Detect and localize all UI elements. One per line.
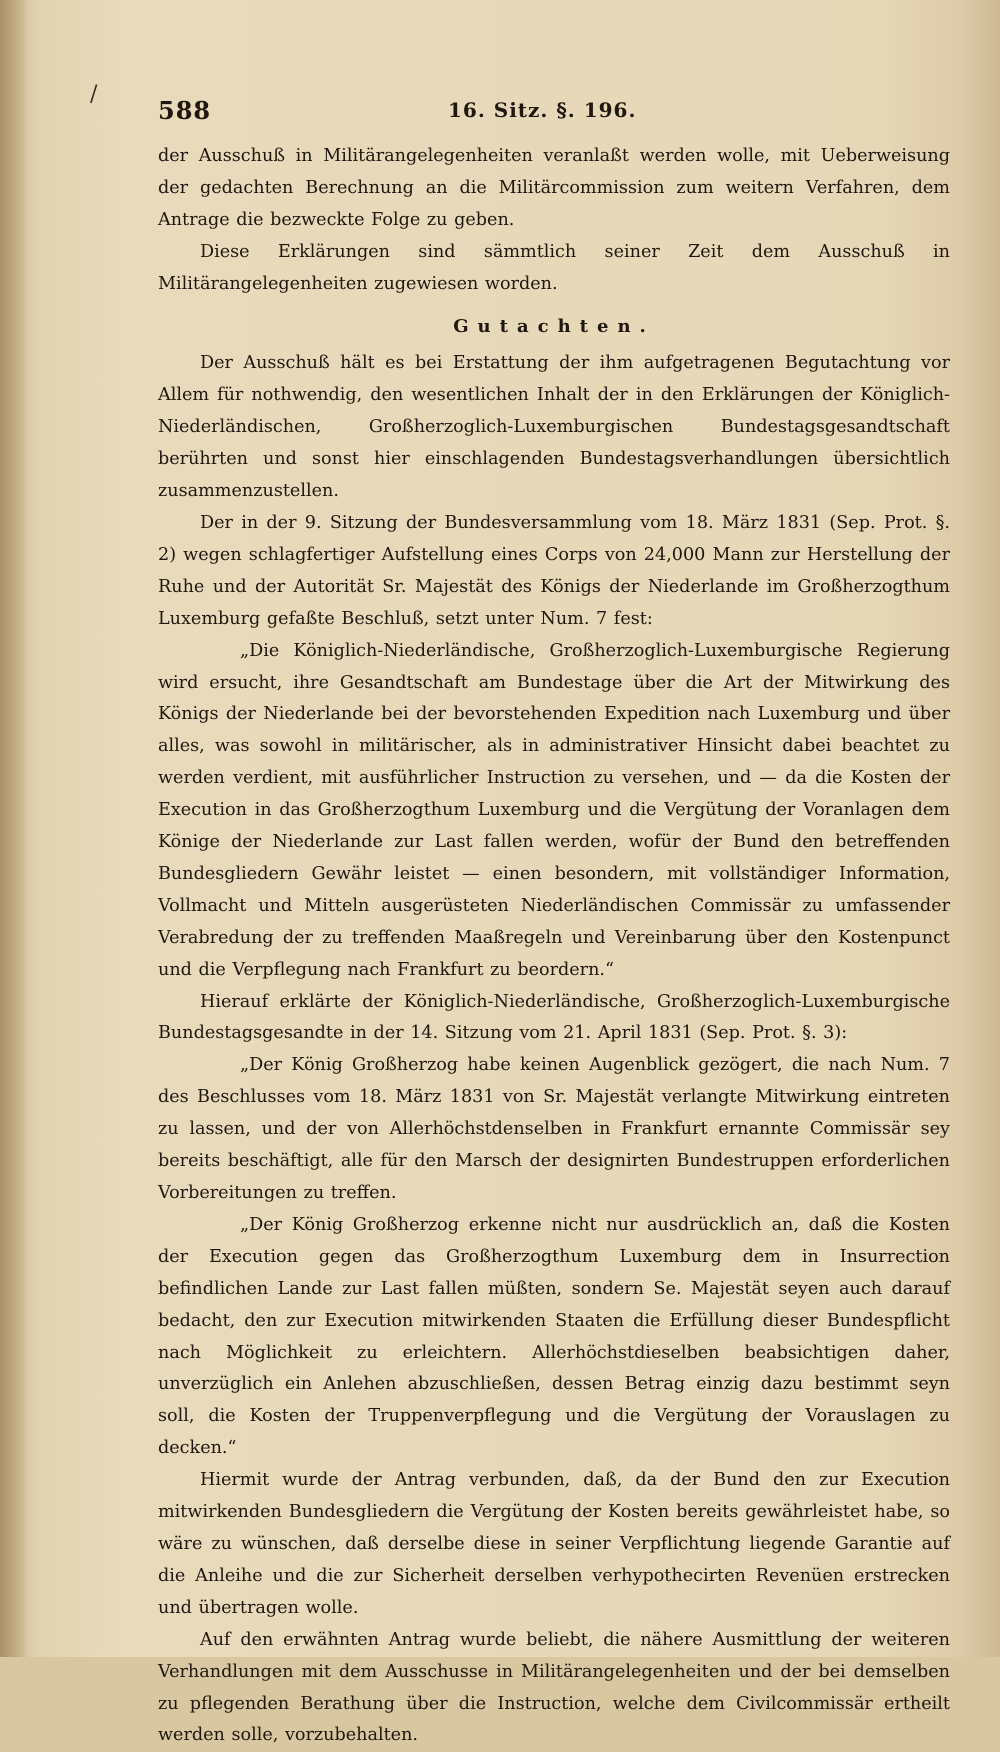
paragraph: Diese Erklärungen sind sämmtlich seiner Zeit dem Ausschuß in Militärangelegenheiten zugewiesen worden.	[158, 241, 950, 294]
paragraph-continuation: der Ausschuß in Militärangelegenheiten veranlaßt werden wolle, mit Ueberweisung der gedachten Berechnung an die Militärcommission zum weitern Verfahren, dem Antrage die bezweckte Folge zu geben.	[158, 146, 950, 230]
running-head: 16. Sitz. §. 196.	[448, 98, 637, 122]
paragraph: Der Ausschuß hält es bei Erstattung der ihm aufgetragenen Begutachtung vor Allem für nothwendig, den wesentlichen Inhalt der in den Erklärungen der Königlich-Niederländischen, Großherzoglich-Luxemburgischen Bundestagsgesandtschaft berührten und sonst hier einschlagenden Bundestagsverhandlungen übersichtlich zusammenzustellen.	[158, 353, 950, 502]
paragraph: Hierauf erklärte der Königlich-Niederländische, Großherzoglich-Luxemburgische Bundestagsgesandte in der 14. Sitzung vom 21. April 1831 (Sep. Prot. §. 3):	[158, 991, 950, 1044]
margin-pencil-mark: /	[90, 82, 98, 107]
page-gutter-shadow	[0, 0, 28, 1657]
quoted-paragraph: „Der König Großherzog erkenne nicht nur ausdrücklich an, daß die Kosten der Execution gegen das Großherzogthum Luxemburg dem in Insurrection befindlichen Lande zur Last fallen müßten, sondern Se. Majestät seyen auch darauf bedacht, den zur Execution mitwirkenden Staaten die Erfüllung dieser Bundespflicht nach Möglichkeit zu erleichtern. Allerhöchstdieselben beabsichtigen daher, unverzüglich ein Anlehen abzuschließen, dessen Betrag einzig dazu bestimmt seyn soll, die Kosten der Truppenverpflegung und die Vergütung der Vorauslagen zu decken.“	[158, 1214, 950, 1459]
paragraph: Der in der 9. Sitzung der Bundesversammlung vom 18. März 1831 (Sep. Prot. §. 2) wegen schlagfertiger Aufstellung eines Corps von 24,000 Mann zur Herstellung der Ruhe und der Autorität Sr. Majestät des Königs der Niederlande im Großherzogthum Luxemburg gefaßte Beschluß, setzt unter Num. 7 fest:	[158, 512, 950, 629]
paragraph: Hiermit wurde der Antrag verbunden, daß, da der Bund den zur Execution mitwirkenden Bundesgliedern die Vergütung der Kosten bereits gewährleistet habe, so wäre zu wünschen, daß derselbe diese in seiner Verpflichtung liegende Garantie auf die Anleihe und die zur Sicherheit derselben verhypothecirten Revenüen erstrecken und übertragen wolle.	[158, 1470, 950, 1618]
page-number: 588	[158, 96, 212, 125]
page-header	[158, 96, 950, 132]
section-heading: Gutachten.	[453, 315, 655, 337]
paragraph: Auf den erwähnten Antrag wurde beliebt, die nähere Ausmittlung der weiteren Verhandlungen mit dem Ausschusse in Militärangelegenheiten und der bei demselben zu pflegenden Berathung über die Instruction, welche dem Civilcommissär ertheilt werden solle, vorzubehalten.	[158, 1629, 950, 1746]
quoted-paragraph: „Der König Großherzog habe keinen Augenblick gezögert, die nach Num. 7 des Beschlusses vom 18. März 1831 von Sr. Majestät verlangte Mitwirkung eintreten zu lassen, und der von Allerhöchstdenselben in Frankfurt ernannte Commissär sey bereits beschäftigt, alle für den Marsch der designirten Bundestruppen erforderlichen Vorbereitungen zu treffen.	[158, 1055, 950, 1203]
body-text	[158, 141, 950, 1752]
quoted-paragraph: „Die Königlich-Niederländische, Großherzoglich-Luxemburgische Regierung wird ersucht, ihre Gesandtschaft am Bundestage über die Art der Mitwirkung des Königs der Niederlande bei der bevorstehenden Expedition nach Luxemburg und über alles, was sowohl in militärischer, als in administrativer Hinsicht dabei beachtet zu werden verdient, mit ausführlicher Instruction zu versehen, und — da die Kosten der Execution in das Großherzogthum Luxemburg und die Vergütung der Voranlagen dem Könige der Niederlande zur Last fallen werden, wofür der Bund den betreffenden Bundesgliedern Gewähr leistet — einen besondern, mit vollständiger Information, Vollmacht und Mitteln ausgerüsteten Niederländischen Commissär zu umfassender Verabredung der zu treffenden Maaßregeln und Vereinbarung über den Kostenpunct und die Verpflegung nach Frankfurt zu beordern.“	[158, 640, 950, 980]
